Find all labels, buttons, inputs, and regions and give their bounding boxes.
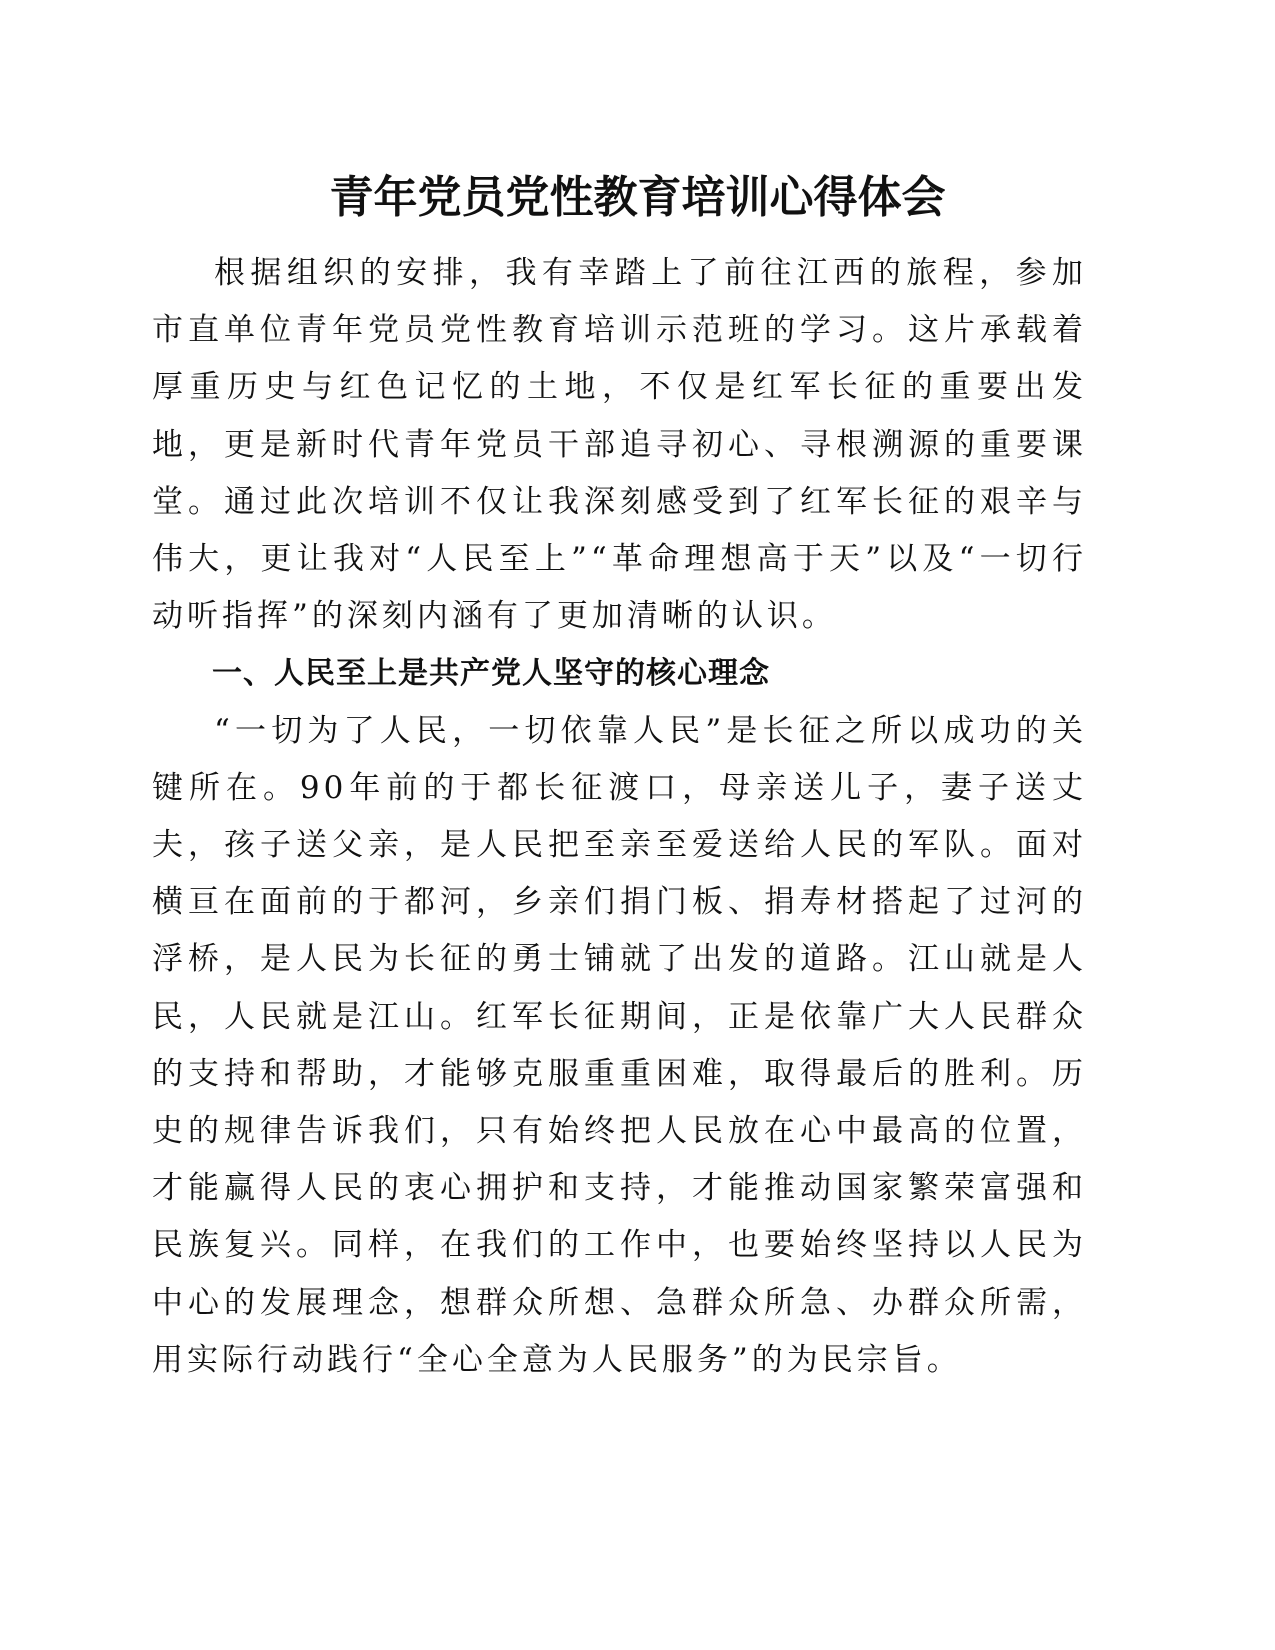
paragraph-intro: 根据组织的安排，我有幸踏上了前往江西的旅程，参加市直单位青年党员党性教育培训示范班的学习。这片承载着厚重历史与红色记忆的土地，不仅是红军长征的重要出发地，更是新时代青年党员干部追寻初心、寻根溯源的重要课堂。通过此次培训不仅让我深刻感受到了红军长征的艰辛与伟大，更让我对“人民至上”“革命理想高于天”以及“一切行动听指挥”的深刻内涵有了更加清晰的认识。 bbox=[152, 255, 1087, 635]
document-body bbox=[152, 245, 1087, 1389]
section-heading-1: 一、人民至上是共产党人坚守的核心理念 bbox=[212, 656, 770, 692]
paragraph-section-1: “一切为了人民，一切依靠人民”是长征之所以成功的关键所在。90年前的于都长征渡口，母亲送儿子，妻子送丈夫，孩子送父亲，是人民把至亲至爱送给人民的军队。面对横亘在面前的于都河，乡亲们捐门板、捐寿材搭起了过河的浮桥，是人民为长征的勇士铺就了出发的道路。江山就是人民，人民就是江山。红军长征期间，正是依靠广大人民群众的支持和帮助，才能够克服重重困难，取得最后的胜利。历史的规律告诉我们，只有始终把人民放在心中最高的位置，才能赢得人民的衷心拥护和支持，才能推动国家繁荣富强和民族复兴。同样，在我们的工作中，也要始终坚持以人民为中心的发展理念，想群众所想、急群众所急、办群众所需，用实际行动践行“全心全意为人民服务”的为民宗旨。 bbox=[152, 712, 1087, 1378]
document-title: 青年党员党性教育培训心得体会 bbox=[329, 172, 946, 223]
